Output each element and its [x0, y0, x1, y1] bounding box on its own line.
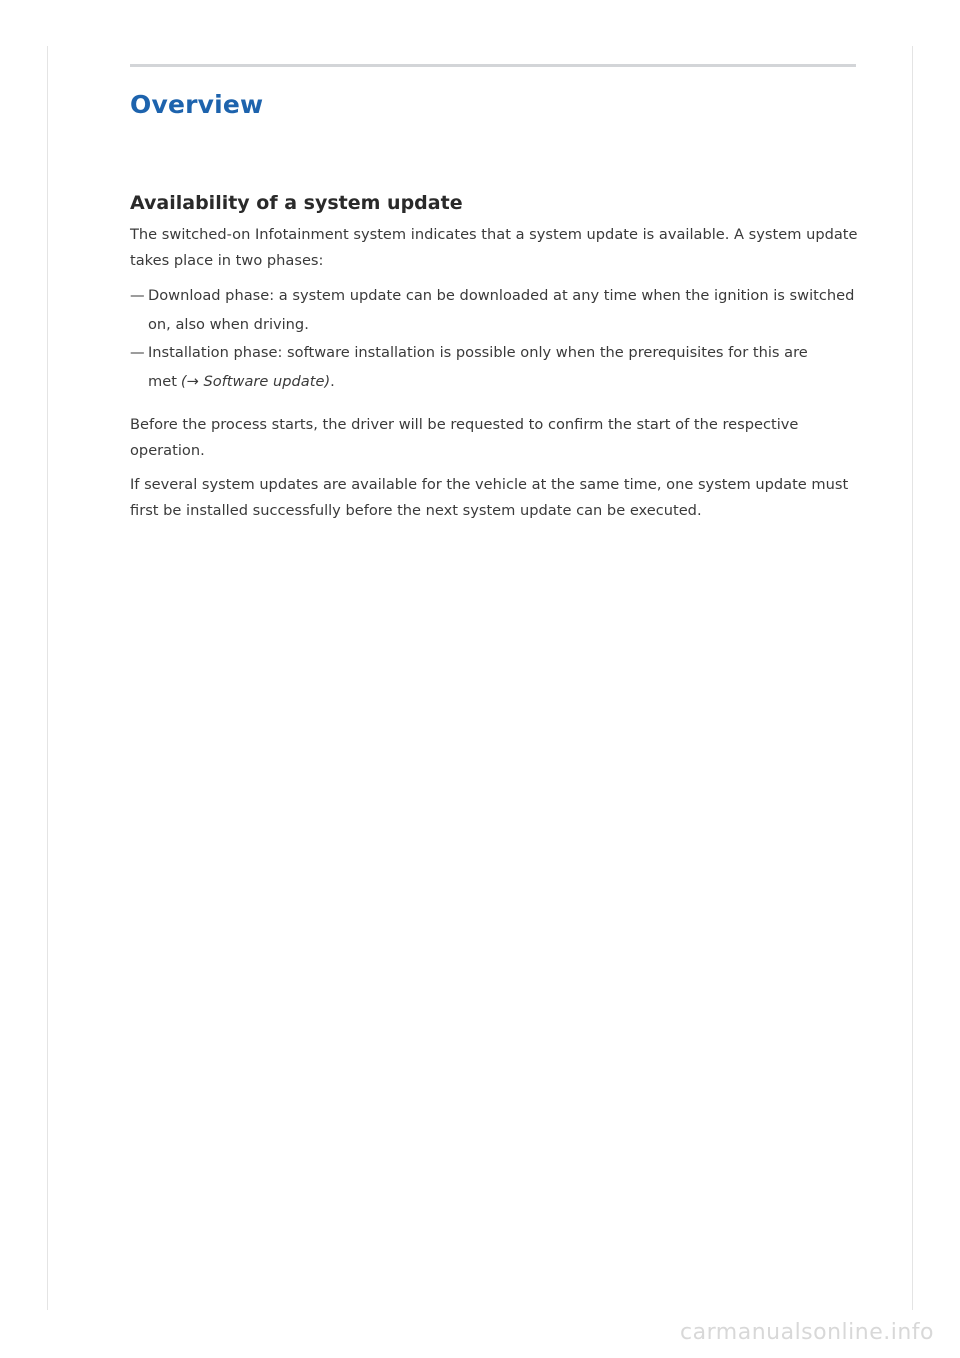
list-item	[130, 338, 858, 396]
several-updates-paragraph: If several system updates are available for the vehicle at the same time, one system update must first be installed successfully before the next system update can be executed.	[130, 476, 849, 519]
bullet-suffix: .	[330, 373, 335, 390]
left-margin-line	[47, 46, 48, 1310]
bullet-dash: —	[130, 287, 145, 304]
confirm-paragraph: Before the process starts, the driver will be requested to confirm the start of the respective operation.	[130, 416, 799, 459]
bullet-text: Download phase: a system update can be downloaded at any time when the ignition is switched on, also when driving.	[148, 287, 855, 333]
bullet-body	[130, 338, 858, 396]
bullet-dash: —	[130, 344, 145, 361]
bullet-text: Installation phase: software installation is possible only when the prerequisites for this are met	[148, 344, 808, 390]
software-update-link[interactable]: (→ Software update)	[180, 373, 331, 390]
list-item	[130, 281, 858, 339]
intro-paragraph: The switched-on Infotainment system indicates that a system update is available. A system update takes place in two phases:	[130, 226, 858, 269]
top-divider	[130, 64, 856, 67]
section-heading: Availability of a system update	[130, 192, 463, 214]
page-title: Overview	[130, 90, 264, 119]
watermark: carmanualsonline.info	[680, 1320, 934, 1345]
right-margin-line	[912, 46, 913, 1310]
